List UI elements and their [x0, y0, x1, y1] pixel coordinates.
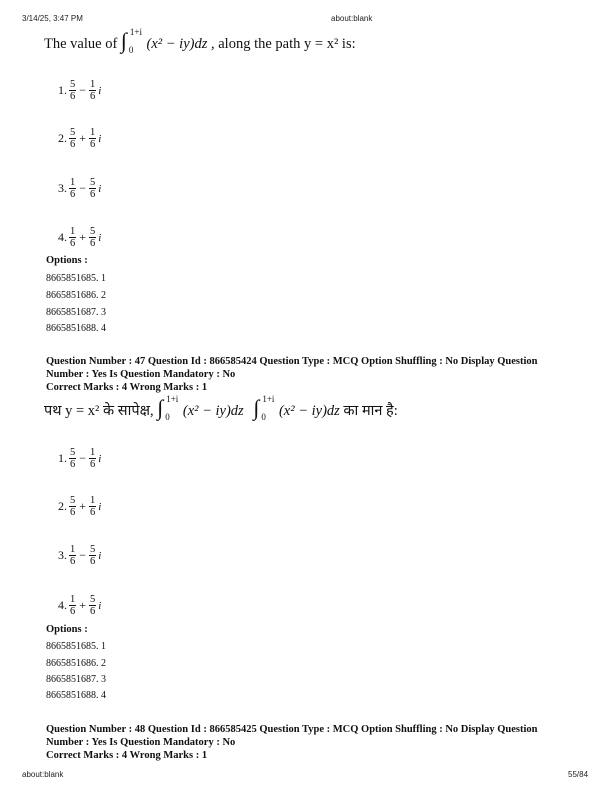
imaginary-unit: i — [98, 549, 102, 562]
option-code: 8665851685. 1 — [46, 641, 106, 652]
imaginary-unit: i — [98, 231, 102, 244]
denominator: 6 — [70, 91, 76, 103]
q46-suffix: , along the path y = x² is: — [211, 36, 356, 52]
numerator: 5 — [70, 447, 76, 458]
denominator: 6 — [70, 139, 76, 151]
option-code: 8665851686. 2 — [46, 658, 106, 669]
option-number: 4. — [58, 598, 67, 613]
option-number: 1. — [58, 451, 67, 466]
numerator: 1 — [70, 594, 76, 605]
option-code: 8665851685. 1 — [46, 273, 106, 284]
denominator: 6 — [70, 556, 76, 568]
fraction — [69, 127, 76, 150]
fraction — [89, 127, 96, 150]
question-meta — [46, 355, 576, 394]
fraction — [69, 79, 76, 102]
question-meta — [46, 723, 576, 762]
denominator: 6 — [70, 507, 76, 519]
upper-limit: 1+i — [166, 394, 179, 404]
integral-symbol: ∫ 1+i 0 — [253, 394, 275, 422]
fraction — [89, 544, 96, 567]
print-url: about:blank — [331, 14, 373, 23]
denominator: 6 — [70, 606, 76, 618]
numerator: 1 — [70, 177, 76, 188]
operator: − — [79, 181, 87, 196]
answer-option — [58, 544, 101, 567]
answer-option — [58, 177, 101, 200]
numerator: 5 — [90, 594, 96, 605]
option-number: 3. — [58, 548, 67, 563]
meta-line: Number : Yes Is Question Mandatory : No — [46, 737, 236, 748]
option-code: 8665851688. 4 — [46, 690, 106, 701]
answer-option — [58, 495, 101, 518]
denominator: 6 — [90, 91, 96, 103]
fraction — [89, 594, 96, 617]
imaginary-unit: i — [98, 599, 102, 612]
numerator: 5 — [90, 544, 96, 555]
imaginary-unit: i — [98, 84, 102, 97]
answer-option — [58, 79, 101, 102]
answer-option — [58, 127, 101, 150]
option-code: 8665851688. 4 — [46, 323, 106, 334]
fraction — [69, 447, 76, 470]
denominator: 6 — [90, 459, 96, 471]
q46-prefix: The value of — [44, 36, 118, 52]
q46-stem — [44, 27, 356, 55]
fraction — [69, 594, 76, 617]
marks-line: Correct Marks : 4 Wrong Marks : 1 — [46, 750, 208, 761]
marks-line: Correct Marks : 4 Wrong Marks : 1 — [46, 382, 208, 393]
numerator: 1 — [90, 495, 96, 506]
denominator: 6 — [90, 556, 96, 568]
numerator: 5 — [70, 127, 76, 138]
denominator: 6 — [70, 238, 76, 250]
imaginary-unit: i — [98, 452, 102, 465]
options-label: Options : — [46, 255, 88, 266]
operator: − — [79, 548, 87, 563]
option-number: 2. — [58, 131, 67, 146]
options-label: Options : — [46, 624, 88, 635]
fraction — [89, 495, 96, 518]
operator: + — [79, 499, 87, 514]
option-code: 8665851687. 3 — [46, 674, 106, 685]
lower-limit: 0 — [165, 412, 170, 422]
fraction — [69, 226, 76, 249]
operator: − — [79, 451, 87, 466]
lower-limit: 0 — [261, 412, 266, 422]
imaginary-unit: i — [98, 132, 102, 145]
integral-symbol: ∫ 1+i 0 — [157, 394, 179, 422]
denominator: 6 — [90, 189, 96, 201]
q47-hindi-suffix: का मान है: — [343, 403, 398, 419]
meta-line: Question Number : 47 Question Id : 866585424 Question Type : MCQ Option Shuffling : No Display Question — [46, 356, 538, 367]
operator: − — [79, 83, 87, 98]
numerator: 5 — [90, 177, 96, 188]
integrand: (x² − iy)dz — [182, 403, 244, 419]
option-number: 3. — [58, 181, 67, 196]
option-number: 4. — [58, 230, 67, 245]
operator: + — [79, 598, 87, 613]
integrand: (x² − iy)dz — [278, 403, 340, 419]
denominator: 6 — [90, 507, 96, 519]
imaginary-unit: i — [98, 500, 102, 513]
fraction — [69, 495, 76, 518]
fraction — [89, 177, 96, 200]
denominator: 6 — [70, 459, 76, 471]
numerator: 5 — [90, 226, 96, 237]
numerator: 1 — [70, 544, 76, 555]
meta-line: Number : Yes Is Question Mandatory : No — [46, 369, 236, 380]
answer-option — [58, 226, 101, 249]
numerator: 1 — [90, 447, 96, 458]
fraction — [89, 79, 96, 102]
answer-option — [58, 594, 101, 617]
fraction — [89, 447, 96, 470]
integrand: (x² − iy)dz — [146, 36, 208, 52]
operator: + — [79, 230, 87, 245]
numerator: 1 — [70, 226, 76, 237]
option-number: 1. — [58, 83, 67, 98]
numerator: 5 — [70, 495, 76, 506]
numerator: 1 — [90, 127, 96, 138]
fraction — [69, 544, 76, 567]
imaginary-unit: i — [98, 182, 102, 195]
operator: + — [79, 131, 87, 146]
denominator: 6 — [90, 238, 96, 250]
print-datetime: 3/14/25, 3:47 PM — [22, 14, 83, 23]
q47-hindi-prefix: पथ y = x² के सापेक्ष, — [44, 403, 154, 419]
numerator: 1 — [90, 79, 96, 90]
fraction — [89, 226, 96, 249]
numerator: 5 — [70, 79, 76, 90]
meta-line: Question Number : 48 Question Id : 866585425 Question Type : MCQ Option Shuffling : No Display Question — [46, 724, 538, 735]
option-number: 2. — [58, 499, 67, 514]
fraction — [69, 177, 76, 200]
upper-limit: 1+i — [129, 27, 142, 37]
lower-limit: 0 — [128, 45, 134, 55]
integral-symbol: ∫ 1+i 0 — [120, 27, 142, 55]
q47-stem — [44, 394, 398, 422]
denominator: 6 — [70, 189, 76, 201]
option-code: 8665851686. 2 — [46, 290, 106, 301]
page-number: 55/84 — [568, 770, 589, 779]
upper-limit: 1+i — [262, 394, 275, 404]
answer-option — [58, 447, 101, 470]
footer-url: about:blank — [22, 770, 64, 779]
denominator: 6 — [90, 139, 96, 151]
option-code: 8665851687. 3 — [46, 307, 106, 318]
denominator: 6 — [90, 606, 96, 618]
